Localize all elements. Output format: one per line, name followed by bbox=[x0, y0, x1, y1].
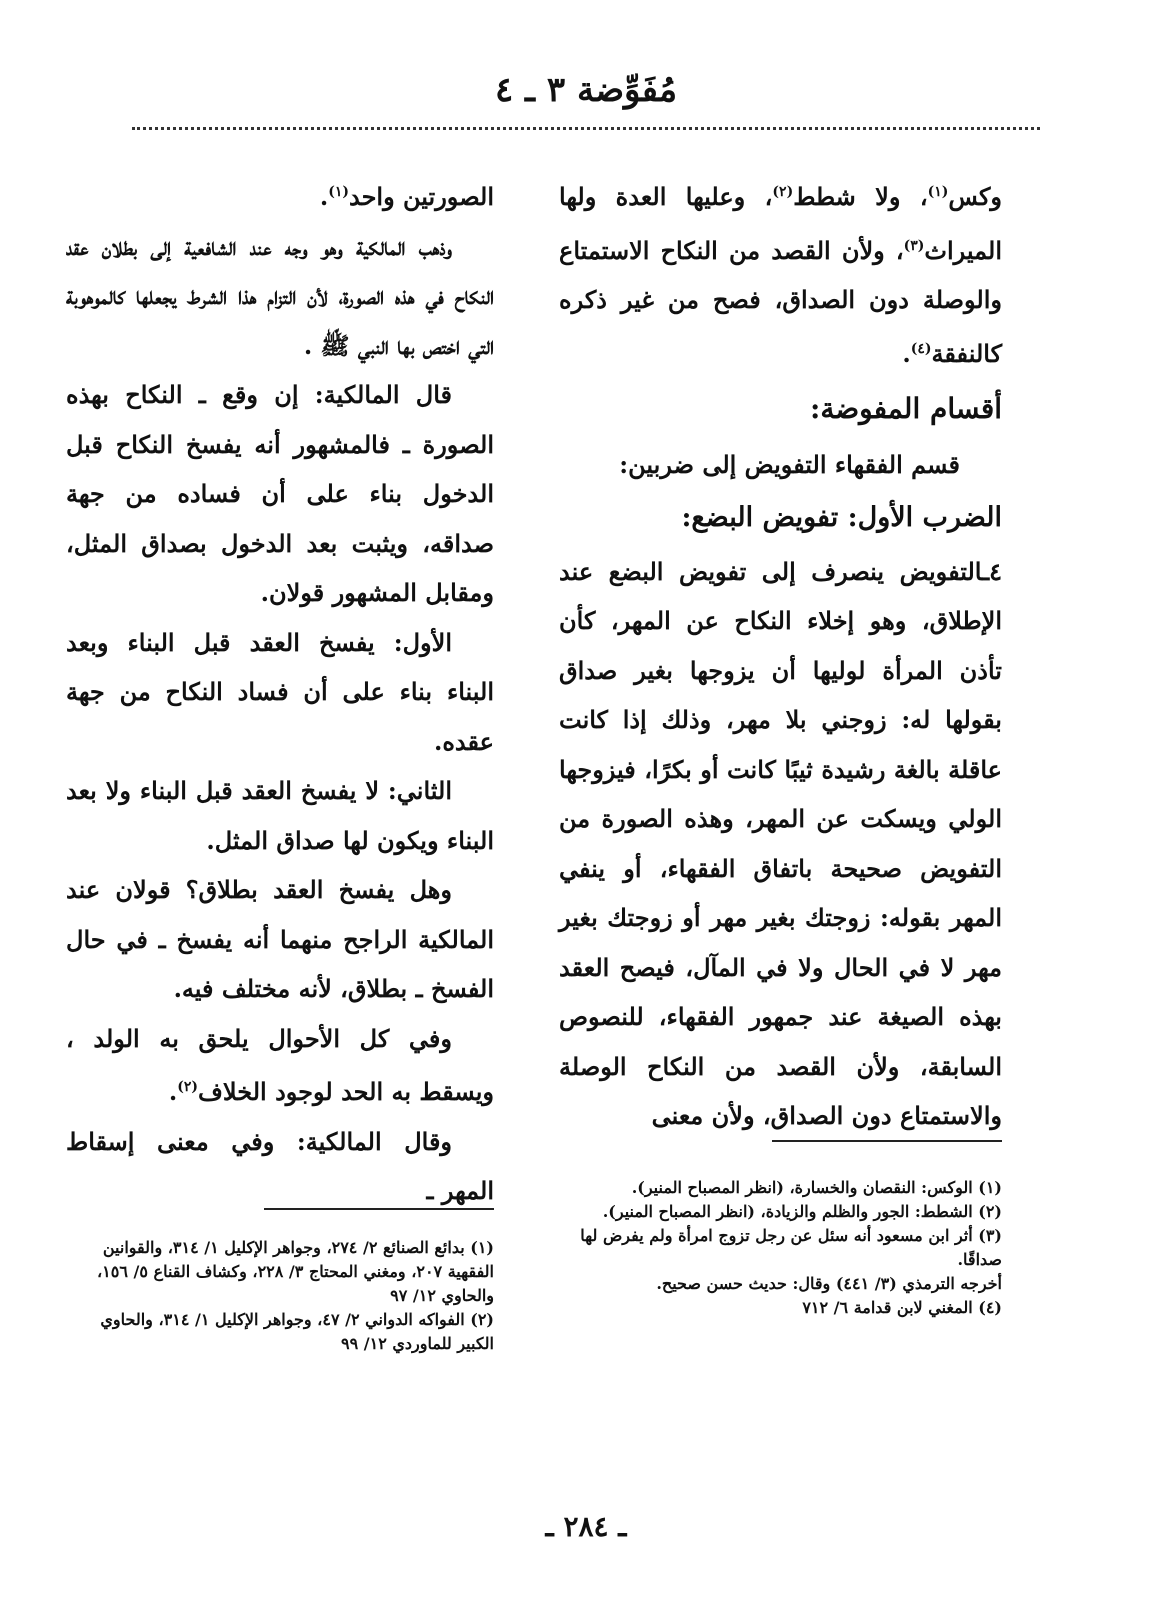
left-paragraph-6: وهل يفسخ العقد بطلاق؟ قولان عند المالكية الراجح منهما أنه يفسخ ـ في حال الفسخ ـ بطلاق، لأنه مختلف فيه. bbox=[66, 875, 494, 1003]
left-paragraph-8: وقال المالكية: وفي معنى إسقاط المهر ـ bbox=[66, 1126, 494, 1205]
footnote: (٢) الفواكه الدواني ٢/ ٤٧، وجواهر الإكليل ١/ ٣١٤، والحاوي الكبير للماوردي ١٢/ ٩٩ bbox=[100, 1310, 494, 1353]
left-paragraph-1 bbox=[66, 168, 494, 222]
footnotes-right bbox=[559, 1176, 1002, 1320]
header-dotted-rule bbox=[132, 127, 1040, 130]
footnote: (٤) المغني لابن قدامة ٦/ ٧١٢ bbox=[802, 1298, 1002, 1317]
footnote-ref: (٢) bbox=[772, 184, 794, 200]
text-run: وفي كل الأحوال يلحق به الولد ، ويسقط به الحد لوجود الخلاف bbox=[66, 1023, 494, 1106]
footnote: (٣) أثر ابن مسعود أنه سئل عن رجل تزوج امرأة ولم يفرض لها صداقًا. bbox=[580, 1226, 1002, 1269]
footnote: أخرجه الترمذي (٣/ ٤٤١) وقال: حديث حسن صحيح. bbox=[656, 1274, 1002, 1293]
subsection-heading: الضرب الأول: تفويض البضع: bbox=[681, 502, 1002, 533]
right-paragraph-1 bbox=[559, 168, 1002, 378]
right-column bbox=[559, 168, 1002, 1141]
text-run: . bbox=[902, 338, 911, 368]
footnote: (٢) الشطط: الجور والظلم والزيادة، (انظر المصباح المنير). bbox=[602, 1202, 1002, 1221]
left-paragraph-5: الثاني: لا يفسخ العقد قبل البناء ولا بعد البناء ويكون لها صداق المثل. bbox=[66, 776, 494, 855]
text-run: . bbox=[168, 1077, 178, 1106]
footnote-ref: (٢) bbox=[177, 1079, 199, 1095]
left-paragraph-4: الأول: يفسخ العقد قبل البناء وبعد البناء بناء على أن فساد النكاح من جهة عقده. bbox=[66, 627, 494, 756]
text-run: الصورتين واحد bbox=[348, 182, 494, 211]
page-header bbox=[0, 70, 1172, 110]
text-run: . bbox=[319, 182, 329, 211]
text-run: وكس bbox=[948, 182, 1003, 211]
footnote-ref: (٣) bbox=[903, 237, 925, 254]
left-paragraph-3: قال المالكية: إن وقع ـ النكاح بهذه الصورة ـ فالمشهور أنه يفسخ النكاح قبل الدخول بناء على أن فساده من جهة صداقه، ويثبت بعد الدخول بصداق المثل، ومقابل المشهور قولان. bbox=[66, 380, 494, 607]
text-run: ، ولأن القصد من النكاح الاستمتاع والوصلة دون الصداق، فصح من غير ذكره كالنفقة bbox=[559, 235, 1002, 368]
left-paragraph-2: وذهب المالكية وهو وجه عند الشافعية إلى بطلان عقد النكاح في هذه الصورة، لأن التزام هذا الشرط يجعلها كالموهوبة التي اختص بها النبي ﷺ . bbox=[66, 231, 494, 360]
footnote: (١) الوكس: النقصان والخسارة، (انظر المصباح المنير). bbox=[631, 1178, 1002, 1197]
footnote: (١) بدائع الصنائع ٢/ ٢٧٤، وجواهر الإكليل ١/ ٣١٤، والقوانين الفقهية ٢٠٧، ومغني المحتاج ٣/ ٢٢٨، وكشاف القناع ٥/ ١٥٦، والحاوي ١٢/ ٩٧ bbox=[96, 1238, 494, 1305]
footnotes-left bbox=[66, 1236, 494, 1356]
left-column bbox=[66, 168, 494, 1216]
footnote-separator-left bbox=[264, 1208, 494, 1210]
section-heading: أقسام المفوضة: bbox=[809, 392, 1002, 425]
left-paragraph-7 bbox=[66, 1014, 494, 1117]
right-paragraph-2: قسم الفقهاء التفويض إلى ضربين: bbox=[619, 449, 960, 479]
footnote-ref: (٤) bbox=[910, 340, 932, 357]
right-paragraph-3: ٤ـالتفويض ينصرف إلى تفويض البضع عند الإطلاق، وهو إخلاء النكاح عن المهر، كأن تأذن المرأة لوليها أن يزوجها بغير صداق بقولها له: زوجني بلا مهر، وذلك إذا كانت عاقلة بالغة رشيدة ثيبًا كانت أو بكرًا، فيزوجها الولي ويسكت عن المهر، وهذه الصورة من التفويض صحيحة باتفاق الفقهاء، أو ينفي المهر بقوله: زوجتك بغير مهر أو زوجتك بغير مهر لا في الحال ولا في المآل، فيصح العقد بهذه الصيغة عند جمهور الفقهاء، للنصوص السابقة، ولأن القصد من النكاح الوصلة والاستمتاع دون الصداق، ولأن معنى bbox=[559, 556, 1002, 1130]
footnote-ref: (١) bbox=[927, 184, 949, 200]
text-run: ، وعليها العدة ولها الميراث bbox=[559, 182, 1002, 265]
text-run: ، ولا شطط bbox=[793, 182, 928, 211]
page-number: ـ ٢٨٤ ـ bbox=[545, 1510, 627, 1543]
running-title: مُفَوِّضة ٣ ـ ٤ bbox=[494, 70, 678, 110]
footnote-ref: (١) bbox=[328, 184, 349, 200]
footnote-separator-right bbox=[772, 1140, 1002, 1142]
